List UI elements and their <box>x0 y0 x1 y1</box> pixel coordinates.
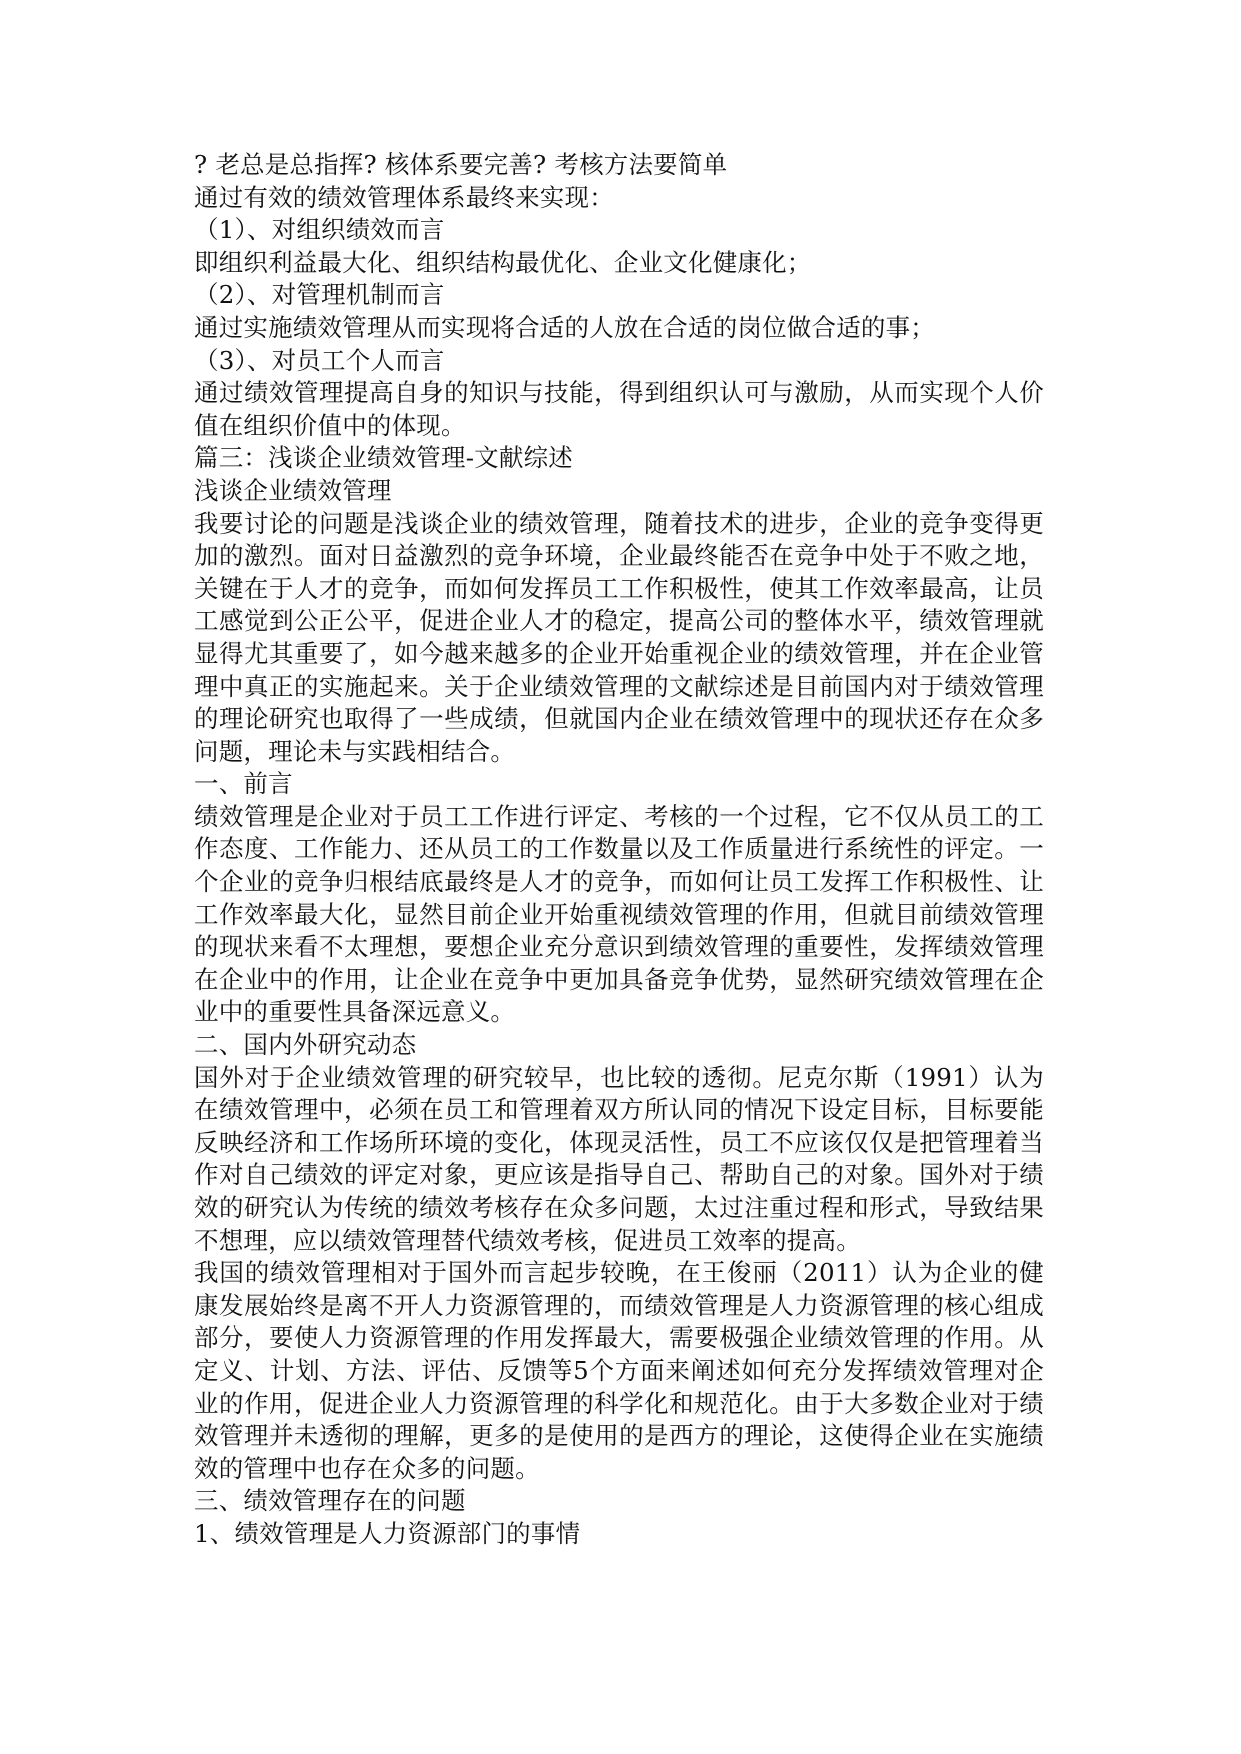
subsection-heading: 1、绩效管理是人力资源部门的事情 <box>194 1518 581 1548</box>
text-line: ? 老总是总指挥? 核体系要完善? 考核方法要简单 <box>194 150 728 179</box>
paragraph: 我要讨论的问题是浅谈企业的绩效管理，随着技术的进步，企业的竞争变得更加的激烈。面对日益激烈的竞争环境，企业最终能否在竞争中处于不败之地，关键在于人才的竞争，而如何发挥员工工作积极性，使其工作效率最高，让员工感觉到公正公平，促进企业人才的稳定，提高公司的整体水平，绩效管理就显得尤其重要了，如今越来越多的企业开始重视企业的绩效管理，并在企业管理中真正的实施起来。关于企业绩效管理的文献综述是目前国内对于绩效管理的理论研究也取得了一些成绩，但就国内企业在绩效管理中的现状还存在众多问题，理论未与实践相结合。 <box>194 508 1044 766</box>
paragraph: 我国的绩效管理相对于国外而言起步较晚，在王俊丽（2011）认为企业的健康发展始终是离不开人力资源管理的，而绩效管理是人力资源管理的核心组成部分，要使人力资源管理的作用发挥最大，需要极强企业绩效管理的作用。从定义、计划、方法、评估、反馈等5个方面来阐述如何充分发挥绩效管理对企业的作用，促进企业人力资源管理的科学化和规范化。由于大多数企业对于绩效管理并未透彻的理解，更多的是使用的是西方的理论，这使得企业在实施绩效的管理中也存在众多的问题。 <box>194 1258 1044 1483</box>
paragraph: 绩效管理是企业对于员工工作进行评定、考核的一个过程，它不仅从员工的工作态度、工作能力、还从员工的工作数量以及工作质量进行系统性的评定。一个企业的竞争归根结底最终是人才的竞争，而如何让员工发挥工作积极性、让工作效率最大化，显然目前企业开始重视绩效管理的作用，但就目前绩效管理的现状来看不太理想，要想企业充分意识到绩效管理的重要性，发挥绩效管理在企业中的作用，让企业在竞争中更加具备竞争优势，显然研究绩效管理在企业中的重要性具备深远意义。 <box>194 801 1044 1027</box>
text-line: 通过有效的绩效管理体系最终来实现： <box>194 182 614 212</box>
article-subtitle: 浅谈企业绩效管理 <box>194 475 392 505</box>
list-heading: （3）、对员工个人而言 <box>194 345 445 375</box>
section-heading: 一、前言 <box>194 769 293 799</box>
text-line: 即组织利益最大化、组织结构最优化、企业文化健康化； <box>194 247 812 277</box>
document-body <box>194 149 1044 1551</box>
paragraph: 国外对于企业绩效管理的研究较早，也比较的透彻。尼克尔斯（1991）认为在绩效管理中，必须在员工和管理着双方所认同的情况下设定目标，目标要能反映经济和工作场所环境的变化，体现灵活性，员工不应该仅仅是把管理着当作对自己绩效的评定对象，更应该是指导自己、帮助自己的对象。国外对于绩效的研究认为传统的绩效考核存在众多问题，太过注重过程和形式，导致结果不想理，应以绩效管理替代绩效考核，促进员工效率的提高。 <box>194 1062 1044 1255</box>
list-heading: （2）、对管理机制而言 <box>194 280 445 310</box>
text-line: 通过实施绩效管理从而实现将合适的人放在合适的岗位做合适的事； <box>194 312 935 342</box>
section-heading: 二、国内外研究动态 <box>194 1030 417 1060</box>
article-title: 篇三：浅谈企业绩效管理-文献综述 <box>194 443 573 473</box>
paragraph: 通过绩效管理提高自身的知识与技能，得到组织认可与激励，从而实现个人价值在组织价值中的体现。 <box>194 378 1044 440</box>
section-heading: 三、绩效管理存在的问题 <box>194 1486 466 1516</box>
list-heading: （1）、对组织绩效而言 <box>194 215 445 245</box>
